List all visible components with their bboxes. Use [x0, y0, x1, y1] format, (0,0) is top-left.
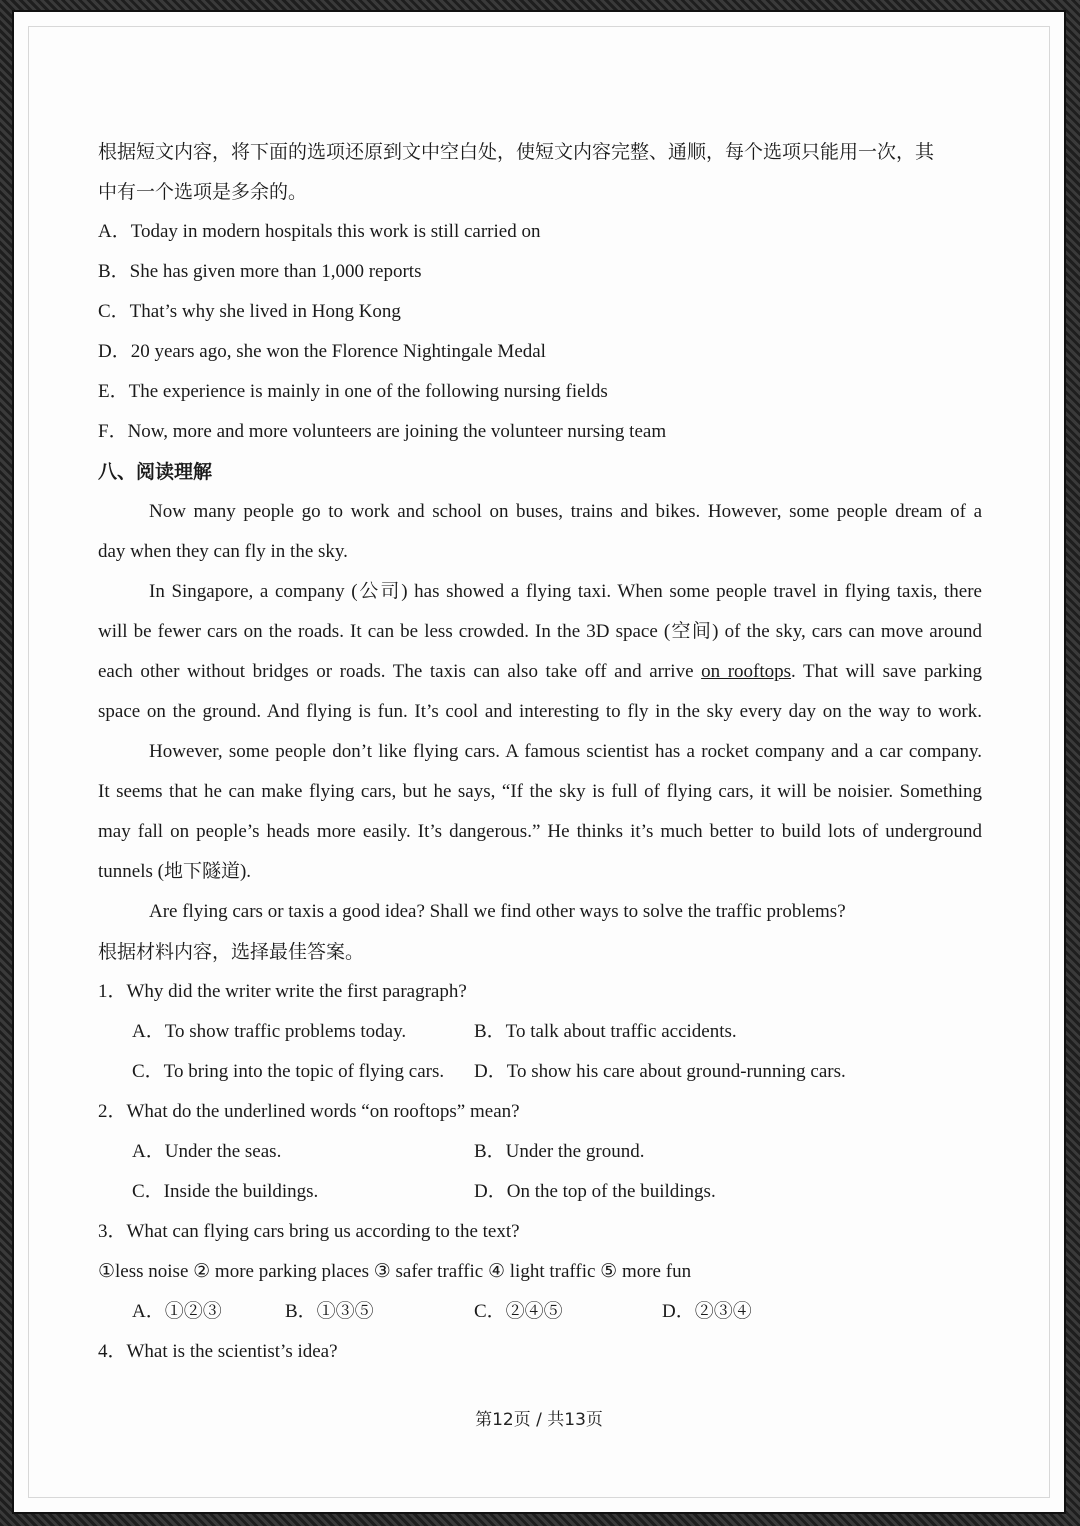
question-1-option-a: A．To show traffic problems today.: [132, 1021, 407, 1042]
option-e: E．The experience is mainly in one of the following nursing fields: [98, 381, 608, 402]
passage-p3-line3: may fall on people’s heads more easily. It’s dangerous.” He thinks it’s much better to build lots of underground: [98, 821, 982, 842]
option-b: B．She has given more than 1,000 reports: [98, 261, 422, 282]
question-3-option-c: C．②④⑤: [474, 1301, 563, 1322]
question-3-option-a: A．①②③: [132, 1301, 222, 1322]
question-2-option-c: C．Inside the buildings.: [132, 1181, 319, 1202]
question-3-list: ①less noise ② more parking places ③ safer traffic ④ light traffic ⑤ more fun: [98, 1261, 692, 1282]
question-2-option-d: D．On the top of the buildings.: [474, 1181, 716, 1202]
page-footer: 第12页 / 共13页: [475, 1410, 603, 1430]
section-heading: 八、阅读理解: [98, 461, 213, 483]
passage-p3-line4: tunnels (地下隧道).: [98, 861, 252, 882]
underlined-words: on rooftops: [701, 661, 792, 682]
passage-p2-line2: will be fewer cars on the roads. It can be less crowded. In the 3D space (空间) of the sky, cars can move around: [98, 621, 982, 642]
option-f: F．Now, more and more volunteers are joining the volunteer nursing team: [98, 421, 667, 442]
passage-p2-line4: space on the ground. And flying is fun. It’s cool and interesting to fly in the sky every day on the way to work.: [98, 701, 982, 722]
question-2-options-row2: [98, 1172, 982, 1212]
question-4-stem: 4．What is the scientist’s idea?: [98, 1341, 338, 1362]
passage-p4: Are flying cars or taxis a good idea? Shall we find other ways to solve the traffic problems?: [149, 901, 846, 922]
question-1-options-row1: [98, 1012, 982, 1052]
passage-p2-line3: [98, 652, 982, 692]
page-content: [98, 132, 982, 1372]
passage-text: . That will save parking: [791, 661, 982, 682]
instruction-line-2: 中有一个选项是多余的。: [98, 181, 308, 203]
passage-p3-line1: However, some people don’t like flying cars. A famous scientist has a rocket company and a car company.: [149, 741, 982, 762]
question-3-option-b: B．①③⑤: [285, 1301, 374, 1322]
question-1-option-c: C．To bring into the topic of flying cars.: [132, 1061, 445, 1082]
option-a: A．Today in modern hospitals this work is still carried on: [98, 221, 541, 242]
passage-text: each other without bridges or roads. The taxis can also take off and arrive: [98, 661, 694, 682]
question-3-stem: 3．What can flying cars bring us according to the text?: [98, 1221, 520, 1242]
question-2-option-a: A．Under the seas.: [132, 1141, 282, 1162]
question-1-stem: 1．Why did the writer write the first paragraph?: [98, 981, 467, 1002]
option-d: D．20 years ago, she won the Florence Nightingale Medal: [98, 341, 546, 362]
questions-instruction: 根据材料内容，选择最佳答案。: [98, 941, 365, 963]
instruction-line-1: 根据短文内容，将下面的选项还原到文中空白处，使短文内容完整、通顺，每个选项只能用一次，其: [98, 141, 935, 163]
passage-p2-line1: In Singapore, a company (公司) has showed a flying taxi. When some people travel in flying taxis, there: [149, 581, 982, 602]
question-1-option-d: D．To show his care about ground-running cars.: [474, 1061, 846, 1082]
document-page: [14, 12, 1064, 1512]
question-2-options-row1: [98, 1132, 982, 1172]
option-c: C．That’s why she lived in Hong Kong: [98, 301, 401, 322]
question-1-option-b: B．To talk about traffic accidents.: [474, 1021, 737, 1042]
question-3-options-row: [98, 1292, 982, 1332]
passage-p1-line1: Now many people go to work and school on buses, trains and bikes. However, some people dream of a: [149, 501, 982, 522]
question-2-option-b: B．Under the ground.: [474, 1141, 645, 1162]
passage-p1-line2: day when they can fly in the sky.: [98, 541, 348, 562]
passage-p3-line2: It seems that he can make flying cars, but he says, “If the sky is full of flying cars, it will be noisier. Something: [98, 781, 982, 802]
question-1-options-row2: [98, 1052, 982, 1092]
question-2-stem: 2．What do the underlined words “on rooftops” mean?: [98, 1101, 520, 1122]
question-3-option-d: D．②③④: [662, 1301, 752, 1322]
